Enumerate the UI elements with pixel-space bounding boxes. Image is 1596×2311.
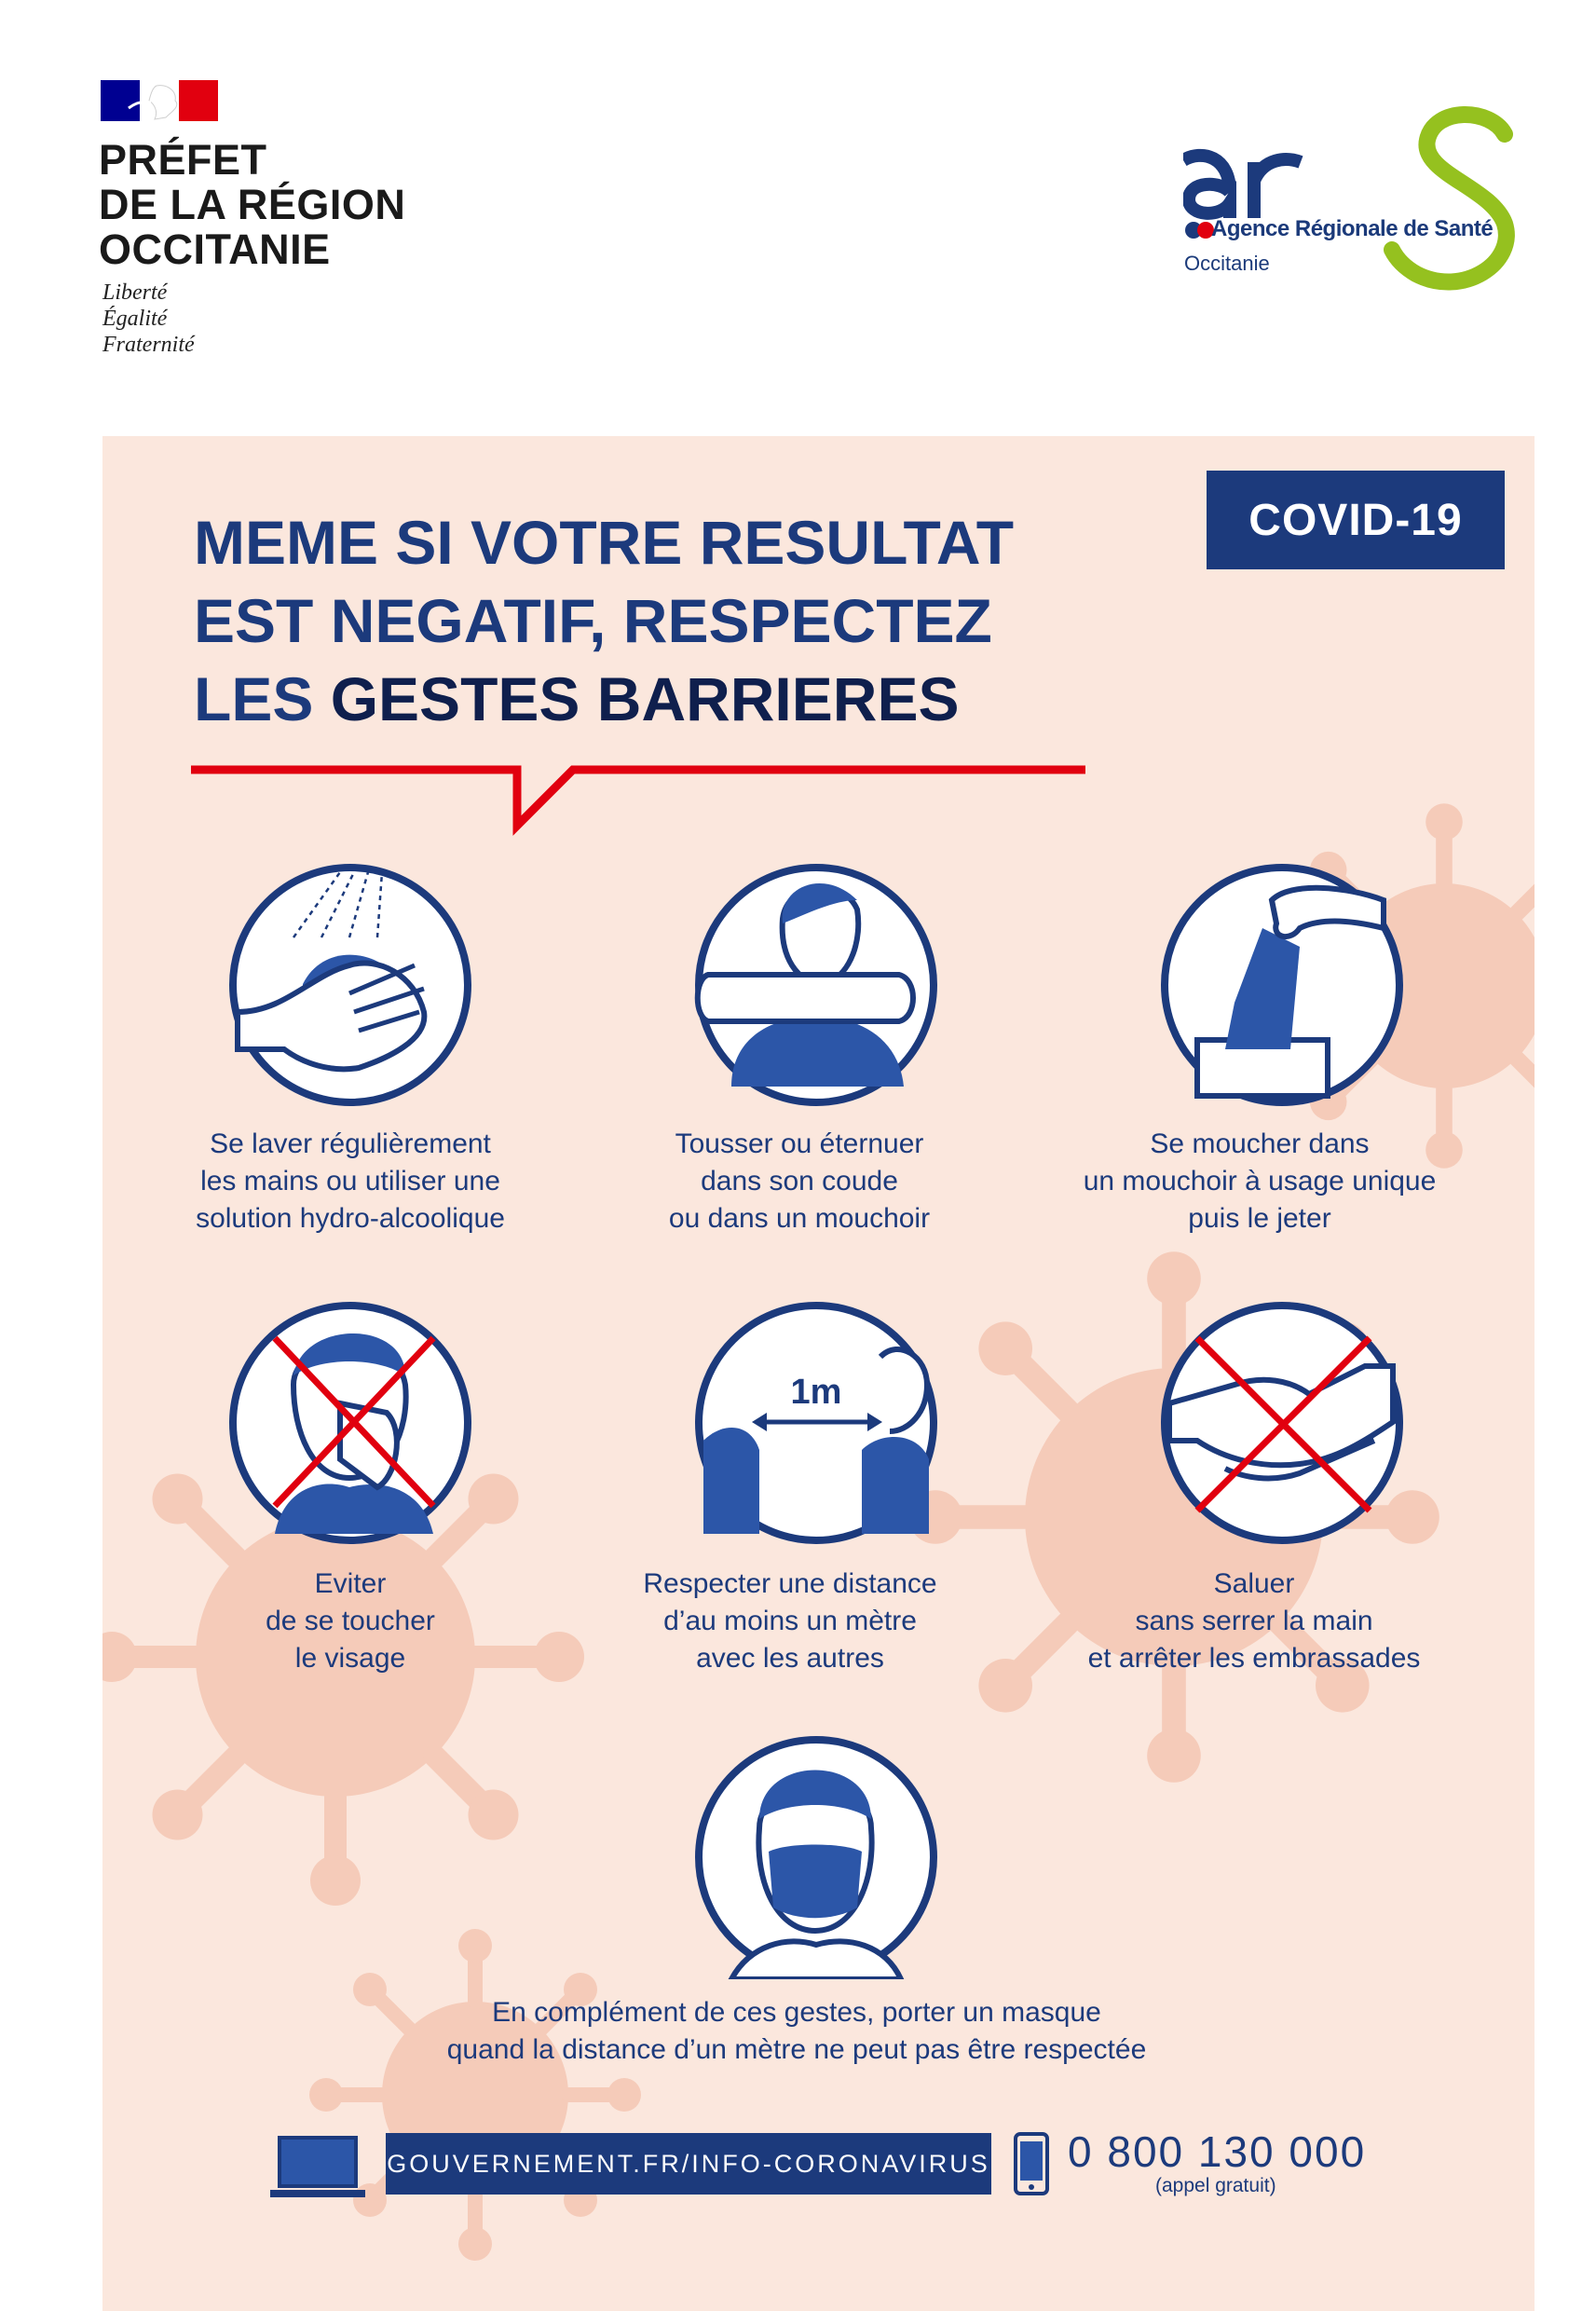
caption-no-face-touch <box>127 1566 574 1677</box>
caption-line: Se moucher dans <box>1150 1128 1370 1159</box>
caption-line: Respecter une distance <box>643 1568 937 1599</box>
no-face-touch-icon <box>228 1301 472 1545</box>
caption-line: Saluer <box>1213 1568 1295 1599</box>
caption-line: puis le jeter <box>1188 1203 1331 1234</box>
distance-icon <box>694 1301 938 1545</box>
caption-no-handshake <box>1030 1566 1478 1677</box>
ars-region: Occitanie <box>1184 252 1270 275</box>
caption-line: les mains ou utiliser une <box>200 1166 500 1197</box>
prefet-line-1: PRÉFET <box>99 136 267 184</box>
phone-number[interactable]: 0 800 130 000 <box>1068 2127 1367 2176</box>
phone-note: (appel gratuit) <box>1155 2175 1276 2196</box>
caption-tissue <box>1036 1126 1483 1238</box>
caption-line: de se toucher <box>266 1606 435 1636</box>
website-link[interactable]: GOUVERNEMENT.FR/INFO-CORONAVIRUS <box>386 2133 991 2195</box>
covid-badge: COVID-19 <box>1207 471 1505 569</box>
headline-line-2: EST NEGATIF, RESPECTEZ <box>194 586 992 655</box>
headline-emphasis: GESTES BARRIERES <box>330 664 960 733</box>
headline-line-3 <box>194 660 1125 738</box>
caption-line: un mouchoir à usage unique <box>1083 1166 1437 1197</box>
republic-motto <box>102 280 195 358</box>
caption-line: et arrêter les embrassades <box>1087 1643 1421 1674</box>
caption-line: avec les autres <box>696 1643 884 1674</box>
prefet-line-3: OCCITANIE <box>99 226 331 273</box>
headline <box>194 503 1125 738</box>
caption-line: Tousser ou éternuer <box>675 1128 924 1159</box>
motto-line-3: Fraternité <box>102 333 195 357</box>
prefet-title <box>99 138 405 272</box>
caption-line: dans son coude <box>701 1166 898 1197</box>
caption-line: d’au moins un mètre <box>663 1606 917 1636</box>
caption-line: le visage <box>294 1643 406 1674</box>
prefet-line-2: DE LA RÉGION <box>99 181 406 228</box>
motto-line-2: Égalité <box>102 307 168 331</box>
caption-line: ou dans un mouchoir <box>668 1203 931 1234</box>
distance-label: 1m <box>790 1373 842 1412</box>
ars-logo <box>1183 103 1528 308</box>
ars-agency-name: Agence Régionale de Santé <box>1211 216 1494 241</box>
cough-elbow-icon <box>694 863 938 1107</box>
face-mask-icon <box>694 1735 938 1979</box>
speech-bubble-underline <box>191 764 1085 839</box>
caption-line: sans serrer la main <box>1135 1606 1373 1636</box>
caption-cough-elbow <box>576 1126 1023 1238</box>
hand-washing-icon <box>228 863 472 1107</box>
caption-mask <box>331 1994 1262 2069</box>
headline-line-1: MEME SI VOTRE RESULTAT <box>194 508 1015 577</box>
phone-icon <box>1014 2132 1049 2195</box>
motto-line-1: Liberté <box>102 280 168 305</box>
laptop-icon <box>268 2136 367 2201</box>
caption-line: Eviter <box>314 1568 387 1599</box>
caption-line: solution hydro-alcoolique <box>196 1203 505 1234</box>
headline-line-3-prefix: LES <box>194 664 331 733</box>
tissue-icon <box>1160 863 1404 1107</box>
caption-distance <box>566 1566 1014 1677</box>
caption-line: Se laver régulièrement <box>210 1128 491 1159</box>
marianne-flag-logo <box>101 80 218 121</box>
caption-line: En complément de ces gestes, porter un masque <box>492 1997 1101 2028</box>
no-handshake-icon <box>1160 1301 1404 1545</box>
caption-hand-washing <box>127 1126 574 1238</box>
caption-line: quand la distance d’un mètre ne peut pas être respectée <box>446 2034 1147 2065</box>
